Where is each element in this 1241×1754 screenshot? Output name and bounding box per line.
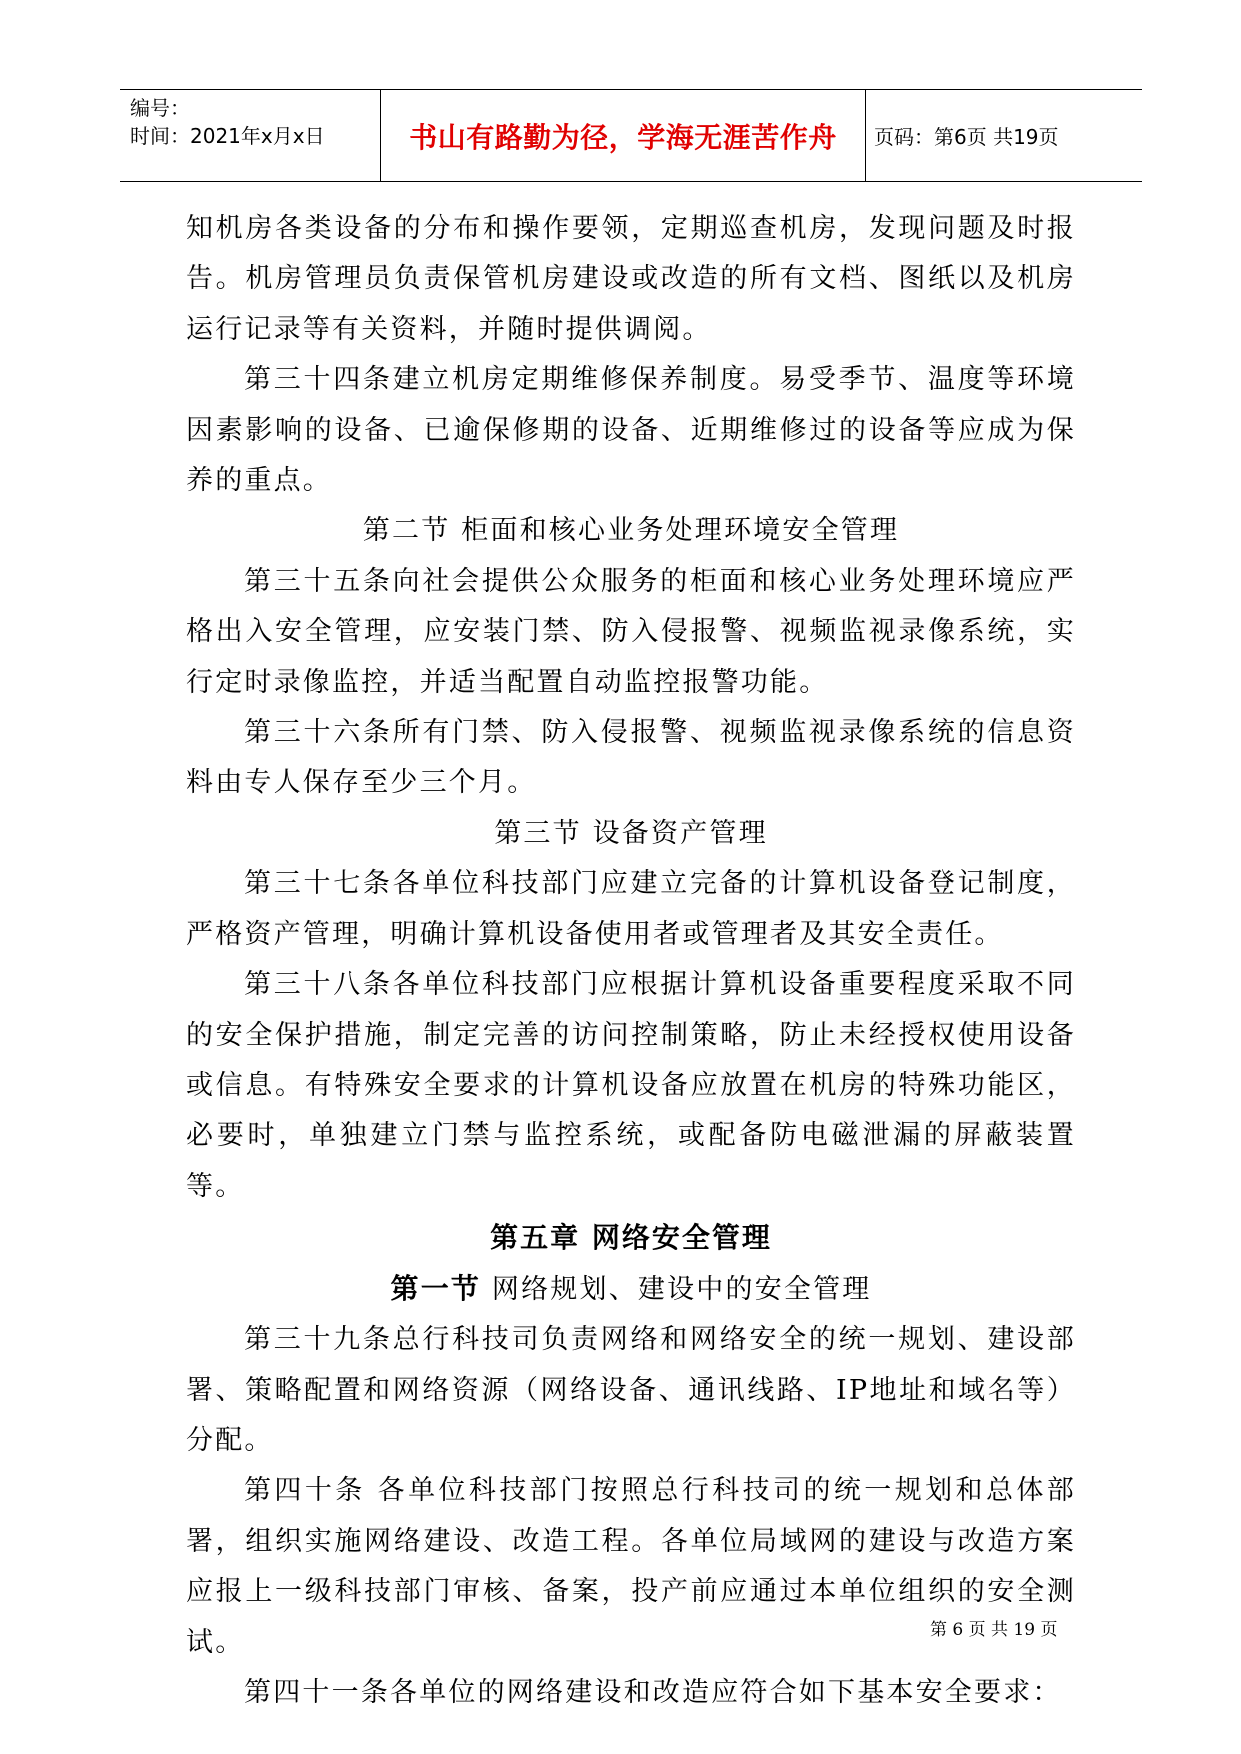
article-41: 第四十一条各单位的网络建设和改造应符合如下基本安全要求： <box>244 1676 1062 1708</box>
document-number-label: 编号： <box>130 96 190 120</box>
article-40: 第四十条 各单位科技部门按照总行科技司的统一规划和总体部署，组织实施网络建设、改造工程。各单位局域网的建设与改造方案应报上一级科技部门审核、备案，投产前应通过本单位组织的安全测试。 <box>186 1475 1076 1658</box>
header-motto-cell <box>380 90 866 181</box>
paragraph-continuation: 知机房各类设备的分布和操作要领，定期巡查机房，发现问题及时报告。机房管理员负责保管机房建设或改造的所有文档、图纸以及机房运行记录等有关资料，并随时提供调阅。 <box>186 213 1076 345</box>
section-label-bold: 第一节 <box>390 1272 482 1306</box>
page-footer: 第 6 页 共 19 页 <box>930 1620 1058 1640</box>
document-time-label: 时间：2021年x月x日 <box>130 124 325 148</box>
chapter-5-title: 第五章 网络安全管理 <box>490 1221 772 1255</box>
page-header <box>120 89 1142 182</box>
header-meta <box>130 94 380 150</box>
article-34: 第三十四条建立机房定期维修保养制度。易受季节、温度等环境因素影响的设备、已逾保修期的设备、近期维修过的设备等应成为保养的重点。 <box>186 364 1076 497</box>
document-body <box>186 204 1076 1718</box>
article-35: 第三十五条向社会提供公众服务的柜面和核心业务处理环境应严格出入安全管理，应安装门禁、防入侵报警、视频监视录像系统，实行定时录像监控，并适当配置自动监控报警功能。 <box>186 565 1076 698</box>
article-38: 第三十八条各单位科技部门应根据计算机设备重要程度采取不同的安全保护措施，制定完善的访问控制策略，防止未经授权使用设备或信息。有特殊安全要求的计算机设备应放置在机房的特殊功能区，必要时，单独建立门禁与监控系统，或配备防电磁泄漏的屏蔽装置等。 <box>186 969 1076 1202</box>
article-37: 第三十七条各单位科技部门应建立完备的计算机设备登记制度，严格资产管理，明确计算机设备使用者或管理者及其安全责任。 <box>186 868 1076 950</box>
article-39: 第三十九条总行科技司负责网络和网络安全的统一规划、建设部署、策略配置和网络资源（网络设备、通讯线路、IP地址和域名等）分配。 <box>186 1324 1076 1456</box>
header-motto: 书山有路勤为径，学海无涯苦作舟 <box>409 120 837 154</box>
section-3-title: 第三节 设备资产管理 <box>494 817 768 849</box>
header-page-info: 页码：第6页 共19页 <box>874 125 1059 149</box>
chapter-5-section-1-title <box>186 1264 1076 1315</box>
section-2-title: 第二节 柜面和核心业务处理环境安全管理 <box>362 515 900 547</box>
article-36: 第三十六条所有门禁、防入侵报警、视频监视录像系统的信息资料由专人保存至少三个月。 <box>186 717 1076 799</box>
section-label-rest: 网络规划、建设中的安全管理 <box>481 1274 872 1306</box>
